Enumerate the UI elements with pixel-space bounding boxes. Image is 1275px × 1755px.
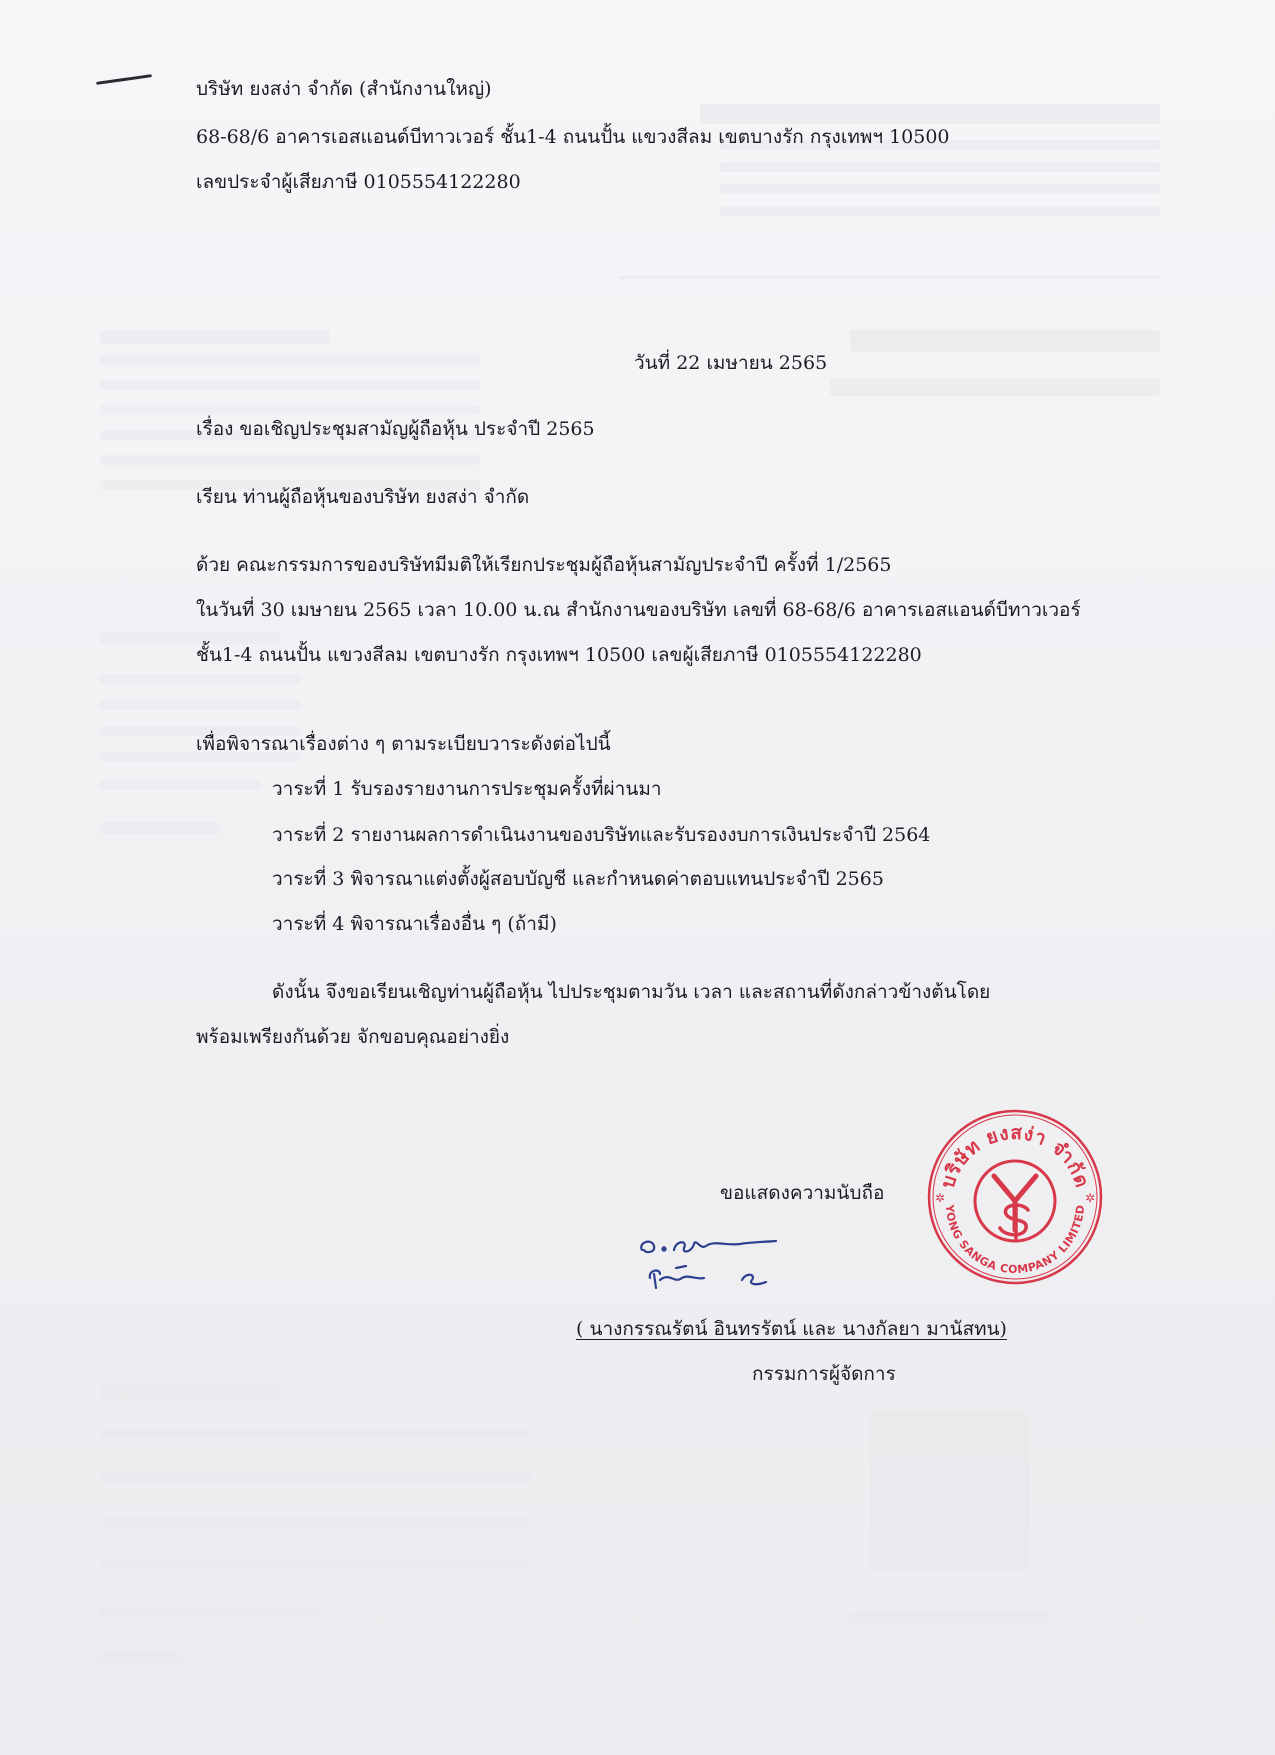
seal-top-text: บริษัท ยงสง่า จำกัด [936, 1121, 1094, 1191]
bleed-through-block [100, 1472, 530, 1482]
bleed-through-block [100, 380, 480, 390]
pen-mark [96, 74, 152, 85]
bleed-through-block [720, 184, 1160, 194]
bleed-through-block [100, 1608, 320, 1618]
handwritten-signature [630, 1228, 800, 1300]
bleed-through-block [100, 1516, 530, 1526]
bleed-through-block [100, 1560, 530, 1570]
bleed-through-block [100, 355, 480, 365]
bleed-through-qr [870, 1410, 1030, 1570]
company-name: บริษัท ยงสง่า จำกัด (สำนักงานใหญ่) [196, 78, 492, 100]
bleed-through-block [100, 822, 220, 834]
company-seal [924, 1106, 1106, 1288]
agenda-item: วาระที่ 4 พิจารณาเรื่องอื่น ๆ (ถ้ามี) [272, 913, 557, 935]
bleed-through-block [100, 1428, 530, 1438]
bleed-through-block [100, 455, 480, 465]
bleed-through-block [100, 674, 300, 684]
bleed-through-block [830, 378, 1160, 396]
regards: ขอแสดงความนับถือ [720, 1182, 885, 1204]
bleed-through-block [100, 330, 330, 344]
letter-subject: เรื่อง ขอเชิญประชุมสามัญผู้ถือหุ้น ประจำปี 2565 [196, 418, 595, 440]
bleed-through-block [100, 780, 260, 790]
agenda-item: วาระที่ 3 พิจารณาแต่งตั้งผู้สอบบัญชี และกำหนดค่าตอบแทนประจำปี 2565 [272, 868, 884, 890]
bleed-through-block [700, 104, 1160, 124]
seal-bottom-text: YONG SANGA COMPANY LIMITED [942, 1204, 1088, 1277]
bleed-through-block [720, 206, 1160, 216]
signatory-names: ( นางกรรณรัตน์ อินทรรัตน์ และ นางกัลยา มานัสทน) [576, 1318, 1007, 1340]
bleed-through-block [100, 1652, 180, 1662]
bleed-through-block [850, 330, 1160, 352]
body-line: ในวันที่ 30 เมษายน 2565 เวลา 10.00 น.ณ สำนักงานของบริษัท เลขที่ 68-68/6 อาคารเอสแอนด์บีทาวเวอร์ [196, 599, 1081, 621]
tax-id: เลขประจำผู้เสียภาษี 0105554122280 [196, 171, 521, 193]
signatory-title: กรรมการผู้จัดการ [752, 1363, 896, 1385]
bleed-through-block [100, 1385, 280, 1399]
closing-line: ดังนั้น จึงขอเรียนเชิญท่านผู้ถือหุ้น ไปประชุมตามวัน เวลา และสถานที่ดังกล่าวข้างต้นโดย [272, 981, 991, 1003]
body-line: ชั้น1-4 ถนนปั้น แขวงสีลม เขตบางรัก กรุงเทพฯ 10500 เลขผู้เสียภาษี 0105554122280 [196, 644, 922, 666]
body-line: ด้วย คณะกรรมการของบริษัทมีมติให้เรียกประชุมผู้ถือหุ้นสามัญประจำปี ครั้งที่ 1/2565 [196, 554, 892, 576]
letter-recipient: เรียน ท่านผู้ถือหุ้นของบริษัท ยงสง่า จำกัด [196, 486, 530, 508]
company-address: 68-68/6 อาคารเอสแอนด์บีทาวเวอร์ ชั้น1-4 ถนนปั้น แขวงสีลม เขตบางรัก กรุงเทพฯ 10500 [196, 126, 950, 148]
closing-line: พร้อมเพรียงกันด้วย จักขอบคุณอย่างยิ่ง [196, 1026, 510, 1048]
agenda-item: วาระที่ 2 รายงานผลการดำเนินงานของบริษัทและรับรองงบการเงินประจำปี 2564 [272, 824, 931, 846]
bleed-through-block [100, 700, 300, 710]
letter-date: วันที่ 22 เมษายน 2565 [634, 352, 828, 374]
agenda-item: วาระที่ 1 รับรองรายงานการประชุมครั้งที่ผ่านมา [272, 778, 662, 800]
bleed-through-block [850, 1612, 1050, 1622]
bleed-through-block [100, 405, 480, 415]
bleed-through-block [720, 162, 1160, 172]
svg-text:✲: ✲ [934, 1191, 946, 1205]
agenda-intro: เพื่อพิจารณาเรื่องต่าง ๆ ตามระเบียบวาระดังต่อไปนี้ [196, 733, 611, 755]
bleed-through-rule [620, 276, 1160, 279]
svg-text:✲: ✲ [1084, 1191, 1096, 1205]
